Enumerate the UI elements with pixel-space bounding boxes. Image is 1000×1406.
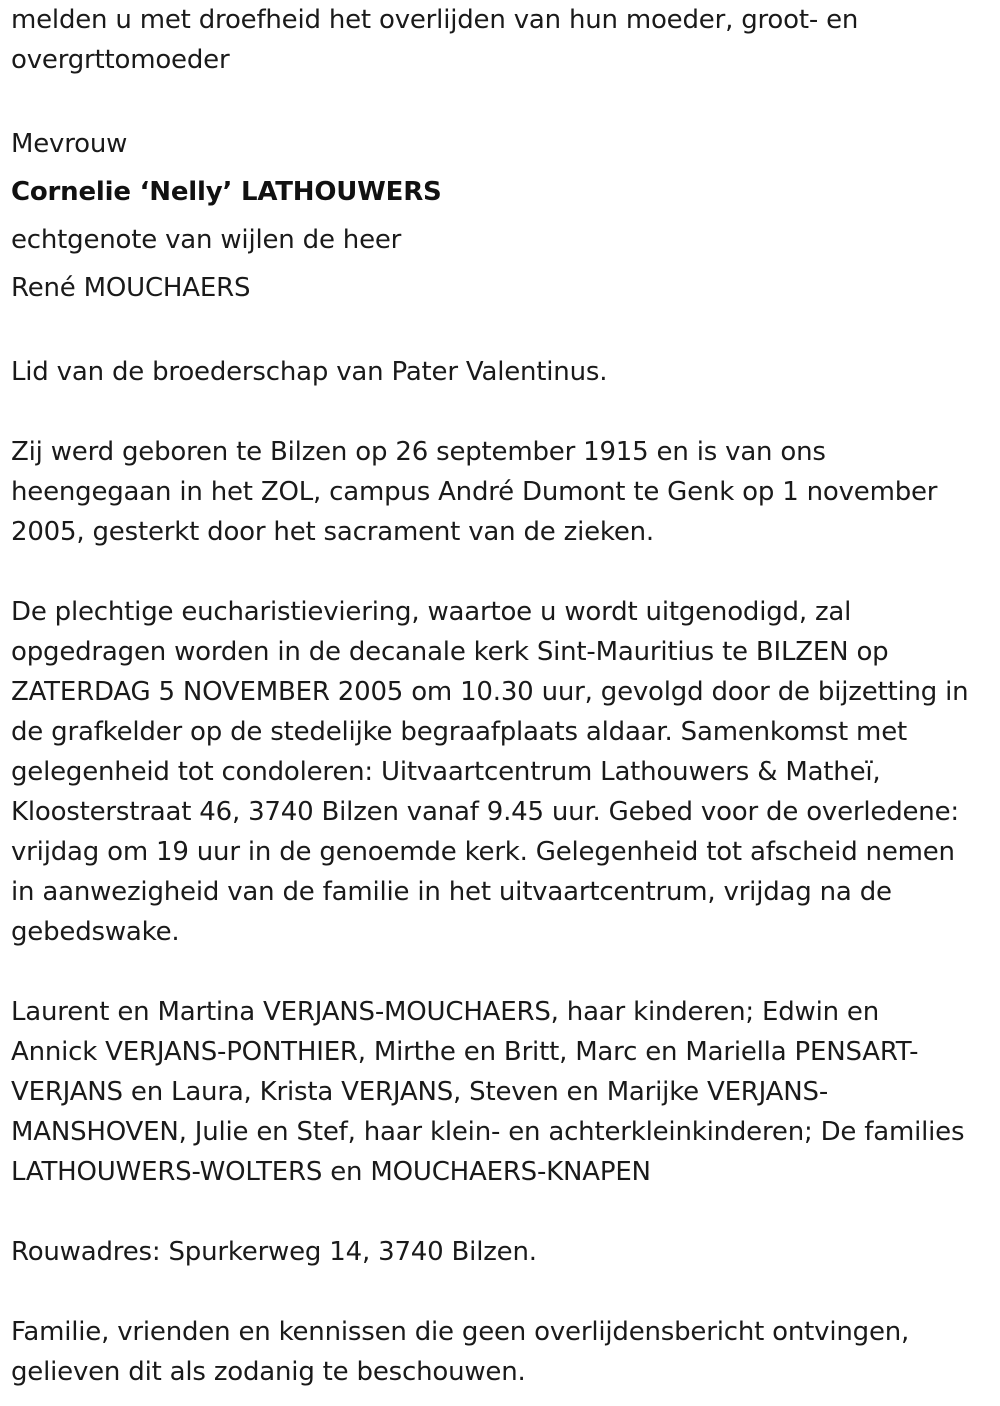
ceremony-line: gebedswake. [11, 917, 180, 947]
spacer [11, 312, 996, 352]
birth-death-line: heengegaan in het ZOL, campus André Dumont te Genk op 1 november [11, 477, 938, 507]
ceremony-paragraph [11, 592, 996, 952]
address-paragraph [11, 1232, 996, 1272]
obituary-document [11, 0, 996, 1392]
spacer [11, 1192, 996, 1232]
family-paragraph [11, 992, 996, 1192]
family-line: Annick VERJANS-PONTHIER, Mirthe en Britt, Marc en Mariella PENSART- [11, 1037, 919, 1067]
birth-death-paragraph [11, 432, 996, 552]
family-line: MANSHOVEN, Julie en Stef, haar klein- en achterkleinkinderen; De families [11, 1117, 965, 1147]
spacer [11, 952, 996, 992]
closing-paragraph [11, 1312, 996, 1392]
ceremony-line: in aanwezigheid van de familie in het uitvaartcentrum, vrijdag na de [11, 877, 892, 907]
intro-line: overgrttomoeder [11, 45, 230, 75]
spacer [11, 552, 996, 592]
deceased-block [11, 120, 996, 312]
spouse-intro: echtgenote van wijlen de heer [11, 225, 402, 255]
membership-line: Lid van de broederschap van Pater Valentinus. [11, 357, 608, 387]
deceased-title: Mevrouw [11, 129, 128, 159]
spacer [11, 392, 996, 432]
ceremony-line: opgedragen worden in de decanale kerk Sint-Mauritius te BILZEN op [11, 637, 889, 667]
birth-death-line: 2005, gesterkt door het sacrament van de zieken. [11, 517, 654, 547]
ceremony-line: de grafkelder op de stedelijke begraafplaats aldaar. Samenkomst met [11, 717, 907, 747]
deceased-name: Cornelie ‘Nelly’ LATHOUWERS [11, 177, 442, 207]
ceremony-line: De plechtige eucharistieviering, waartoe u wordt uitgenodigd, zal [11, 597, 852, 627]
membership-paragraph [11, 352, 996, 392]
family-line: Laurent en Martina VERJANS-MOUCHAERS, haar kinderen; Edwin en [11, 997, 880, 1027]
spouse-name: René MOUCHAERS [11, 273, 251, 303]
family-line: VERJANS en Laura, Krista VERJANS, Steven en Marijke VERJANS- [11, 1077, 829, 1107]
closing-line: Familie, vrienden en kennissen die geen overlijdensbericht ontvingen, [11, 1317, 910, 1347]
ceremony-line: vrijdag om 19 uur in de genoemde kerk. Gelegenheid tot afscheid nemen [11, 837, 955, 867]
ceremony-line: Kloosterstraat 46, 3740 Bilzen vanaf 9.45 uur. Gebed voor de overledene: [11, 797, 959, 827]
intro-paragraph [11, 0, 996, 80]
ceremony-line: ZATERDAG 5 NOVEMBER 2005 om 10.30 uur, gevolgd door de bijzetting in [11, 677, 969, 707]
spacer [11, 80, 996, 120]
address-line: Rouwadres: Spurkerweg 14, 3740 Bilzen. [11, 1237, 537, 1267]
spacer [11, 1272, 996, 1312]
birth-death-line: Zij werd geboren te Bilzen op 26 september 1915 en is van ons [11, 437, 826, 467]
ceremony-line: gelegenheid tot condoleren: Uitvaartcentrum Lathouwers & Matheï, [11, 757, 881, 787]
family-line: LATHOUWERS-WOLTERS en MOUCHAERS-KNAPEN [11, 1157, 651, 1187]
closing-line: gelieven dit als zodanig te beschouwen. [11, 1357, 526, 1387]
intro-line: melden u met droefheid het overlijden van hun moeder, groot- en [11, 5, 859, 35]
